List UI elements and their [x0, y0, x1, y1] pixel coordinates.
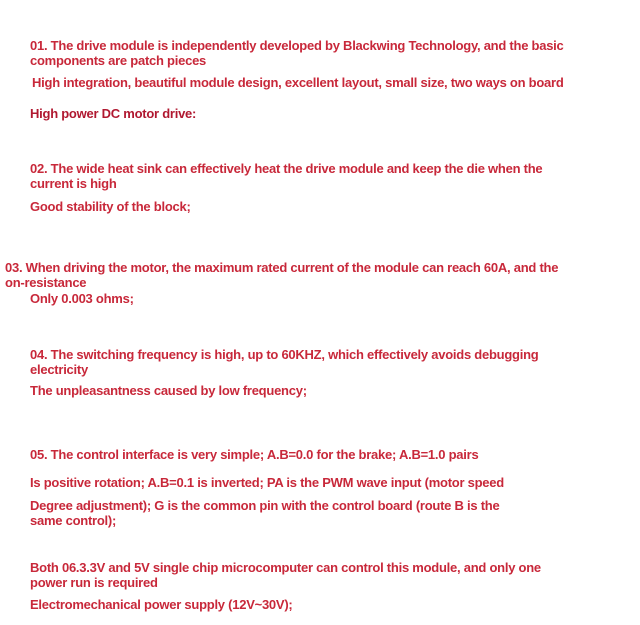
- feature-05-line-3: Degree adjustment); G is the common pin with the control board (route B is the: [30, 498, 500, 513]
- feature-01-line-2: components are patch pieces: [30, 53, 207, 68]
- feature-06-line-1: Both 06.3.3V and 5V single chip microcomputer can control this module, and only one: [30, 560, 541, 575]
- feature-05-line-1: 05. The control interface is very simple; A.B=0.0 for the brake; A.B=1.0 pairs: [30, 447, 479, 462]
- feature-06-detail: Electromechanical power supply (12V~30V);: [30, 597, 293, 612]
- feature-01-line-1: 01. The drive module is independently developed by Blackwing Technology, and the basic: [30, 38, 564, 53]
- feature-03-line-2: on-resistance: [5, 275, 87, 290]
- feature-03-line-1: 03. When driving the motor, the maximum rated current of the module can reach 60A, and the: [5, 260, 559, 275]
- feature-02-line-2: current is high: [30, 176, 117, 191]
- feature-05-line-4: same control);: [30, 513, 117, 528]
- feature-04-line-2: electricity: [30, 362, 88, 377]
- feature-02-detail: Good stability of the block;: [30, 199, 191, 214]
- feature-01-heading: High power DC motor drive:: [30, 106, 197, 121]
- feature-02-line-1: 02. The wide heat sink can effectively heat the drive module and keep the die when the: [30, 161, 543, 176]
- feature-01-detail: High integration, beautiful module design, excellent layout, small size, two ways on board: [32, 75, 564, 90]
- feature-03-detail: Only 0.003 ohms;: [30, 291, 134, 306]
- feature-05-line-2: Is positive rotation; A.B=0.1 is inverted; PA is the PWM wave input (motor speed: [30, 475, 504, 490]
- feature-04-line-1: 04. The switching frequency is high, up to 60KHZ, which effectively avoids debugging: [30, 347, 539, 362]
- feature-06-line-2: power run is required: [30, 575, 158, 590]
- feature-04-detail: The unpleasantness caused by low frequency;: [30, 383, 307, 398]
